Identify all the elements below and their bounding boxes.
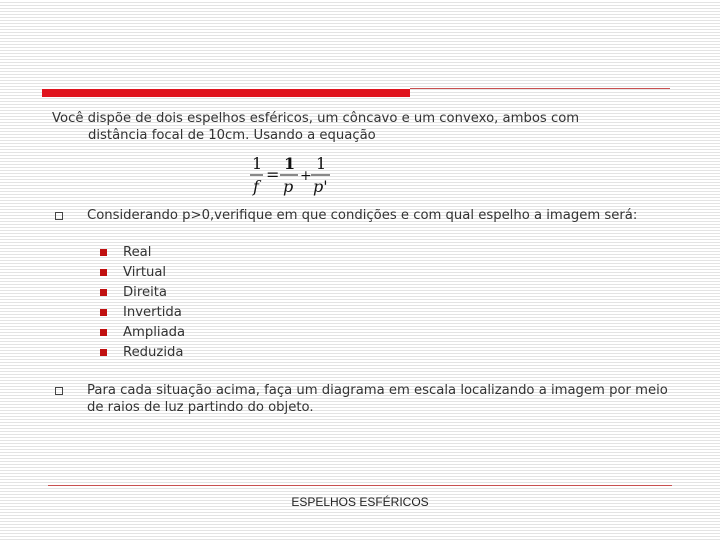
square-bullet-icon: [100, 309, 107, 316]
sublist-item-label: Invertida: [123, 305, 182, 320]
intro-paragraph: [52, 110, 652, 144]
sublist-item: [100, 324, 185, 344]
sublist-item: [100, 344, 185, 364]
intro-line-2: distância focal de 10cm. Usando a equação: [88, 128, 376, 143]
square-bullet-icon: [100, 349, 107, 356]
sublist-item-label: Direita: [123, 285, 167, 300]
sublist-item-label: Virtual: [123, 265, 167, 280]
square-bullet-icon: [100, 269, 107, 276]
sublist-item-label: Real: [123, 245, 152, 260]
condition-sublist: [100, 244, 185, 364]
list-item-1-text: Considerando p>0,verifique em que condições e com qual espelho a imagem será:: [87, 208, 638, 223]
bullet-hollow-2: [55, 387, 63, 395]
eq-numerator-1: 1: [252, 154, 263, 173]
sublist-item: [100, 284, 185, 304]
footer-rule: [48, 485, 672, 486]
square-bullet-icon: [100, 329, 107, 336]
sublist-item-label: Ampliada: [123, 325, 186, 340]
mirror-equation: [248, 152, 338, 202]
bullet-hollow-1: [55, 212, 63, 220]
eq-denominator-f: f: [253, 177, 259, 196]
sublist-item: [100, 244, 185, 264]
intro-line-1: Você dispõe de dois espelhos esféricos, um côncavo e um convexo, ambos com: [52, 111, 580, 126]
eq-equals: =: [266, 165, 280, 184]
eq-plus: +: [300, 168, 312, 184]
eq-denominator-pprime: p': [313, 177, 328, 196]
sublist-item-label: Reduzida: [123, 345, 184, 360]
sublist-item: [100, 304, 185, 324]
square-bullet-icon: [100, 249, 107, 256]
header-rule: [410, 88, 670, 89]
header-accent-bar: [42, 89, 410, 97]
eq-numerator-3: 1: [316, 154, 327, 173]
eq-denominator-p: p: [283, 177, 294, 196]
eq-numerator-2: 1: [284, 154, 296, 173]
square-bullet-icon: [100, 289, 107, 296]
footer-title: ESPELHOS ESFÉRICOS: [291, 495, 429, 509]
list-item-2-text: Para cada situação acima, faça um diagrama em escala localizando a imagem por meio de raios de luz partindo do objeto.: [87, 383, 668, 415]
sublist-item: [100, 264, 185, 284]
